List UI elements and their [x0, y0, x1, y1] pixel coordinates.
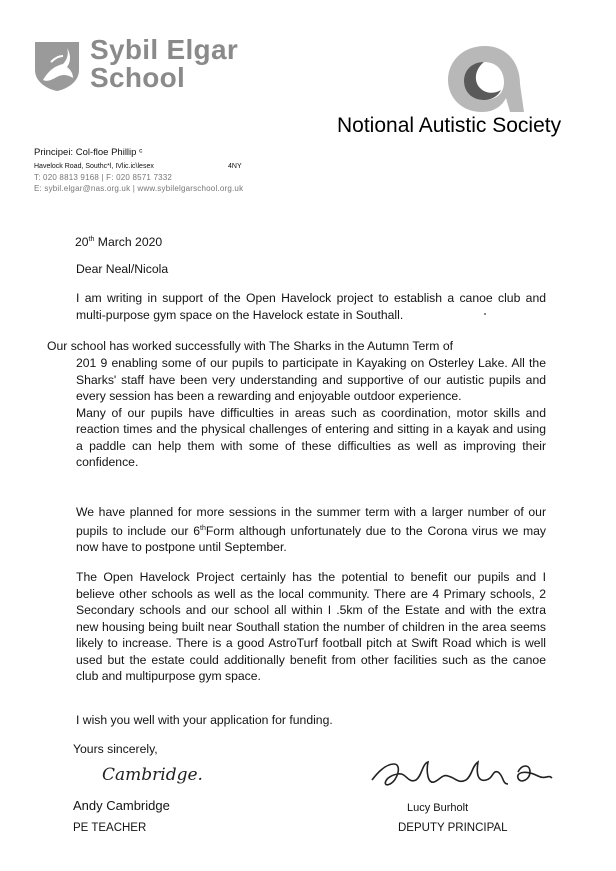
school-name-line2: School	[90, 62, 186, 93]
salutation: Dear Neal/Nicola	[76, 262, 169, 276]
handwritten-signature-left	[100, 758, 220, 788]
closing: Yours sincerely,	[73, 742, 158, 756]
signatory-left-name: Andy Cambridge	[73, 798, 170, 813]
school-name-line1: Sybil Elgar	[90, 34, 239, 65]
paragraph-2-body: 201 9 enabling some of our pupils to participate in Kayaking on Osterley Lake. All the Sharks' staff have been very understanding and supportive of our autistic pupils and every session has been a rewarding and enjoyable outdoor experience.	[76, 356, 546, 403]
signatory-left-role: PE TEACHER	[73, 822, 147, 834]
signatory-right-name: Lucy Burholt	[407, 802, 469, 814]
paragraph-5: I wish you well with your application for funding.	[76, 713, 333, 727]
paragraph-2-continued: Many of our pupils have difficulties in areas such as coordination, motor skills and reaction times and the physical challenges of entering and sitting in a kayak and using a paddle can help them with some of these difficulties as well as improving their confidence.	[76, 405, 546, 469]
school-name	[90, 36, 238, 92]
date-suffix: th	[88, 236, 95, 243]
email-web-line: E: sybil.elgar@nas.org.uk | www.sybilelgarschool.org.uk	[34, 184, 244, 193]
handwritten-signature-right	[368, 750, 588, 800]
paragraph-3	[76, 504, 546, 556]
phone-fax-line: T: 020 8813 9168 | F: 020 8571 7332	[34, 173, 173, 182]
school-shield-logo-icon	[33, 40, 81, 92]
scan-speck	[484, 313, 486, 315]
signature-left-text: Cambridge.	[102, 765, 203, 785]
letter-date	[75, 232, 162, 251]
paragraph-2-first-line: Our school has worked successfully with The Sharks in the Autumn Term of	[47, 339, 453, 353]
paragraph-3-part-a: We have planned for more sessions in the summer term with a larger number of our pupils to include our 6	[76, 505, 546, 538]
paragraph-3-part-b: Form although unfortunately due to the Corona virus we may now have to postpone until September.	[76, 523, 546, 555]
date-day: 20	[75, 235, 89, 250]
postcode: 4NY	[228, 163, 242, 170]
principal-line: Principei: Col-floe Phillip ᶜ	[34, 147, 143, 158]
society-logo-icon	[440, 40, 530, 120]
paragraph-2	[76, 355, 546, 471]
signatory-right-role: DEPUTY PRINCIPAL	[398, 822, 508, 834]
address-line: Havelock Road, Southc*l, IVlic.ic\lesex	[34, 163, 154, 170]
paragraph-3-sup: th	[200, 524, 206, 532]
paragraph-1: I am writing in support of the Open Havelock project to establish a canoe club and multi-purpose gym space on the Havelock estate in Southall.	[76, 291, 546, 322]
paragraph-4: The Open Havelock Project certainly has the potential to benefit our pupils and I believe other schools as well as the local community. There are 4 Primary schools, 2 Secondary schools and our school all within I .5km of the Estate and with the extra new housing being built near Southall station the number of children in the area seems likely to increase. There is a good AstroTurf football pitch at Swift Road which is well used but the estate could additionally benefit from other facilities such as the canoe club and multipurpose gym space.	[76, 570, 546, 683]
society-name: Notional Autistic Society	[337, 114, 562, 137]
date-rest: March 2020	[94, 235, 163, 250]
